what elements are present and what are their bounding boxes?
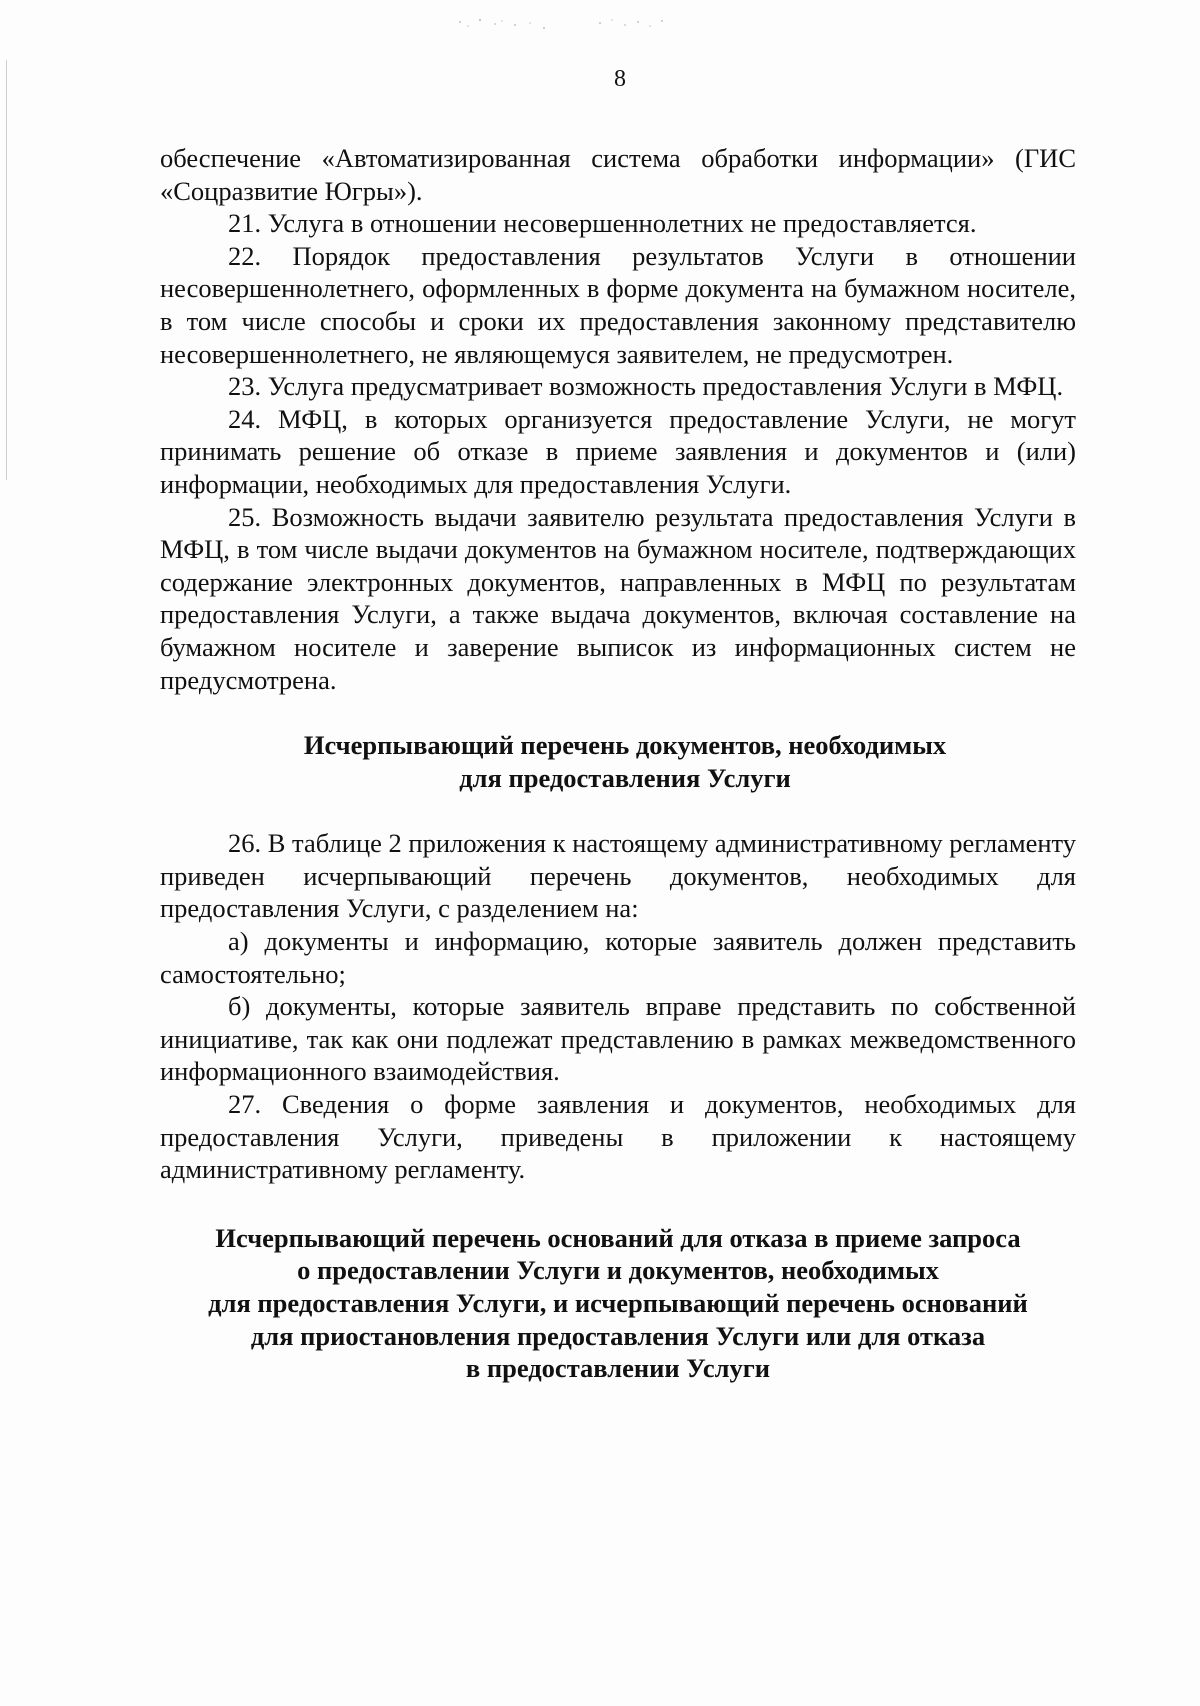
section-heading-refusal-grounds bbox=[160, 1222, 1076, 1385]
paragraph-27: 27. Сведения о форме заявления и документов, необходимых для предоставления Услуги, приведены в приложении к настоящему административному регламенту. bbox=[160, 1089, 1076, 1185]
heading-line: в предоставлении Услуги bbox=[465, 1353, 771, 1384]
heading-line: для предоставления Услуги, и исчерпывающий перечень оснований bbox=[208, 1288, 1028, 1318]
heading-line: для приостановления предоставления Услуги или для отказа bbox=[250, 1320, 986, 1351]
heading-line: Исчерпывающий перечень документов, необходимых bbox=[303, 730, 947, 761]
paragraph-continuation: обеспечение «Автоматизированная система обработки информации» (ГИС «Соцразвитие Югры»). bbox=[160, 143, 1076, 206]
page-number: 8 bbox=[614, 66, 626, 92]
heading-line: Исчерпывающий перечень оснований для отказа в приеме запроса bbox=[215, 1222, 1021, 1253]
paragraph-25: 25. Возможность выдачи заявителю результата предоставления Услуги в МФЦ, в том числе выдачи документов на бумажном носителе, подтверждающих содержание электронных документов, направленных в МФЦ по результатам предоставления Услуги, а также выдача документов, включая составление на бумажном носителе и заверение выписок из информационных систем не предусмотрена. bbox=[160, 501, 1076, 695]
heading-line: для предоставления Услуги bbox=[459, 762, 791, 793]
paragraph-26-a: а) документы и информацию, которые заявитель должен представить самостоятельно; bbox=[160, 926, 1076, 989]
paragraph-21: 21. Услуга в отношении несовершеннолетних не предоставляется. bbox=[228, 208, 977, 239]
document-body bbox=[160, 142, 1076, 1385]
scan-edge-line bbox=[6, 60, 7, 480]
paragraph-23: 23. Услуга предусматривает возможность предоставления Услуги в МФЦ. bbox=[228, 371, 1064, 402]
scan-artifact bbox=[440, 14, 740, 36]
paragraph-22: 22. Порядок предоставления результатов Услуги в отношении несовершеннолетнего, оформленных в форме документа на бумажном носителе, в том числе способы и сроки их предоставления законному представителю несовершеннолетнего, не являющемуся заявителем, не предусмотрен. bbox=[160, 240, 1076, 369]
section-heading-documents bbox=[160, 729, 1076, 794]
heading-line: о предоставлении Услуги и документов, необходимых bbox=[297, 1255, 939, 1286]
paragraph-26-b: б) документы, которые заявитель вправе представить по собственной инициативе, так как они подлежат представлению в рамках межведомственного информационного взаимодействия. bbox=[160, 991, 1076, 1087]
paragraph-24: 24. МФЦ, в которых организуется предоставление Услуги, не могут принимать решение об отказе в приеме заявления и документов и (или) информации, необходимых для предоставления Услуги. bbox=[160, 403, 1076, 499]
paragraph-26: 26. В таблице 2 приложения к настоящему административному регламенту приведен исчерпывающий перечень документов, необходимых для предоставления Услуги, с разделением на: bbox=[160, 828, 1077, 924]
